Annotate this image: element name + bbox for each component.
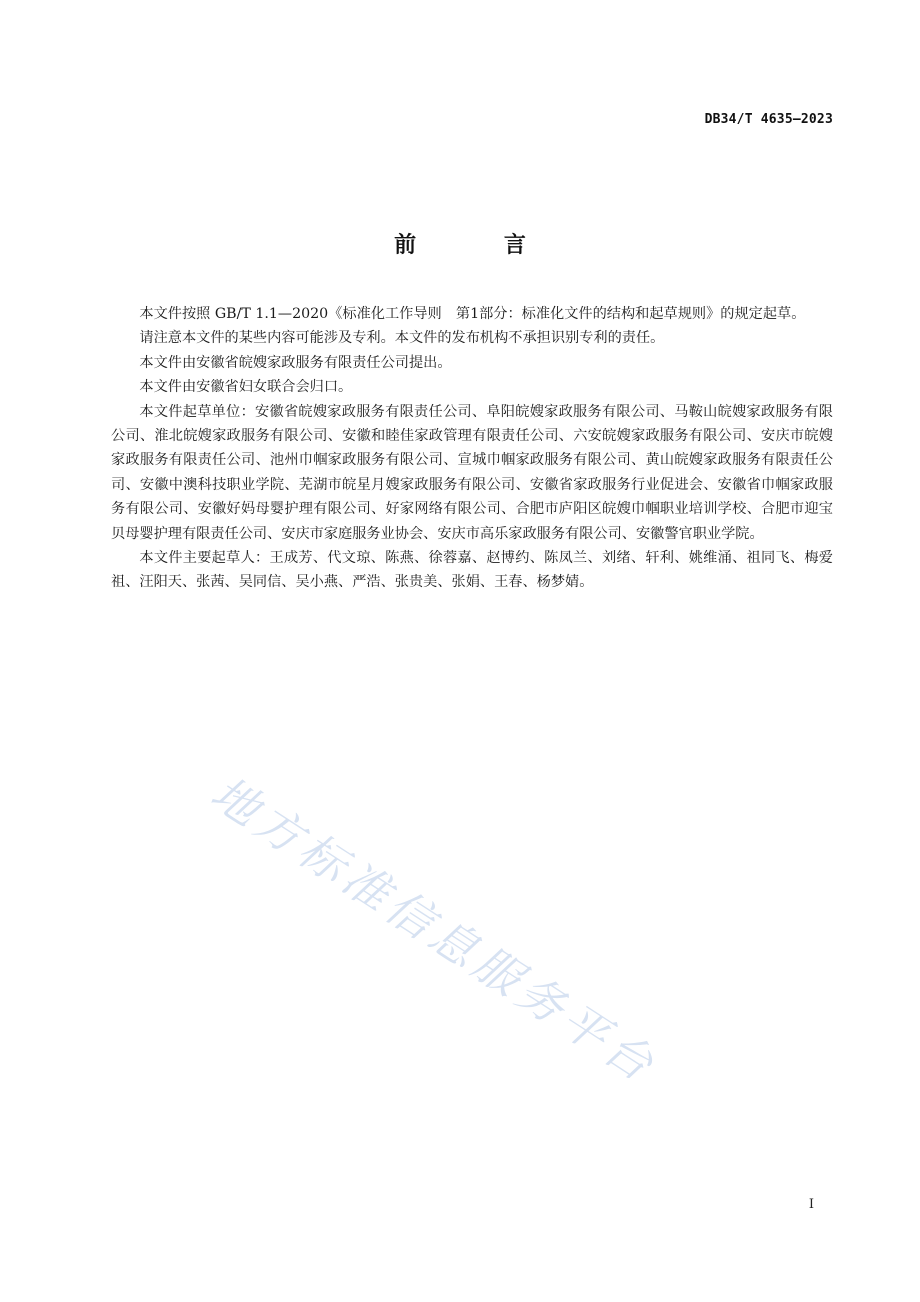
- paragraph-drafters: 本文件主要起草人：王成芳、代文琼、陈燕、徐蓉嘉、赵博约、陈凤兰、刘绪、轩利、姚维涌、祖同飞、梅爱祖、汪阳天、张茜、吴同信、吴小燕、严浩、张贵美、张娟、王春、杨梦婧。: [111, 550, 833, 591]
- paragraph-administrator: 本文件由安徽省妇女联合会归口。: [139, 379, 353, 396]
- preface-body: [111, 302, 833, 595]
- paragraph-drafting-rules: 本文件按照 GB/T 1.1—2020《标准化工作导则 第1部分：标准化文件的结构和起草规则》的规定起草。: [139, 306, 806, 322]
- paragraph-proposer: 本文件由安徽省皖嫂家政服务有限责任公司提出。: [139, 354, 452, 371]
- page-title: 前 言: [394, 233, 566, 258]
- watermark: 地方标准信息服务平台: [201, 765, 668, 1095]
- paragraph-patent-notice: 请注意本文件的某些内容可能涉及专利。本文件的发布机构不承担识别专利的责任。: [139, 330, 665, 347]
- page-number: I: [808, 1197, 814, 1212]
- document-code: DB34/T 4635—2023: [704, 112, 833, 127]
- paragraph-drafting-units: 本文件起草单位：安徽省皖嫂家政服务有限责任公司、阜阳皖嫂家政服务有限公司、马鞍山皖嫂家政服务有限公司、淮北皖嫂家政服务有限公司、安徽和睦佳家政管理有限责任公司、六安皖嫂家政服务有限公司、安庆市皖嫂家政服务有限责任公司、池州巾帼家政服务有限公司、宣城巾帼家政服务有限公司、黄山皖嫂家政服务有限责任公司、安徽中澳科技职业学院、芜湖市皖星月嫂家政服务有限公司、安徽省家政服务行业促进会、安徽省巾帼家政服务有限公司、安徽好妈母婴护理有限公司、好家网络有限公司、合肥市庐阳区皖嫂巾帼职业培训学校、合肥市迎宝贝母婴护理有限责任公司、安庆市家庭服务业协会、安庆市高乐家政服务有限公司、安徽警官职业学院。: [111, 403, 833, 542]
